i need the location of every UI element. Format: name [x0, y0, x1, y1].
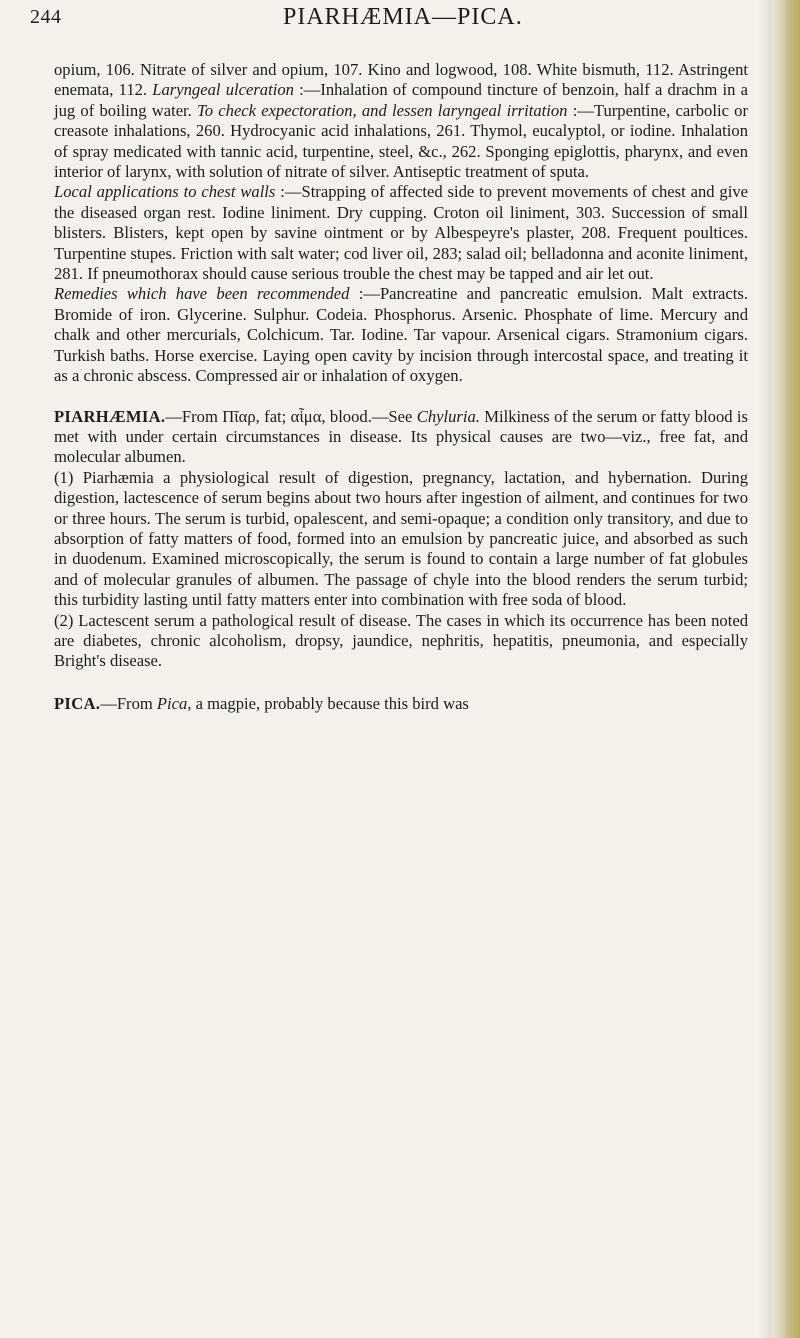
paragraph-local-applications: [54, 182, 748, 284]
text-run: —From: [100, 693, 157, 713]
text-run: :—Strapping of affected side to prevent movements of chest and give the diseased organ rest. Iodine liniment. Dry cupping. Croton oil liniment, 303. Succession of small blisters. Blisters, kept open by savine ointment or by Albespeyre's plaster, 208. Frequent poultices. Turpentine stupes. Friction with salt water; cod liver oil, 283; salad oil; belladonna and aconite liniment, 281. If pneumothorax should cause serious trouble the chest may be tapped and air let out.: [54, 182, 749, 284]
italic-run: Local applications to chest walls: [54, 182, 276, 202]
paragraph-treatment-continued: [54, 60, 748, 182]
paragraph-physiological: [54, 468, 748, 611]
text-run: :—Pancreatine and pancreatic emulsion. Malt extracts. Bromide of iron. Glycerine. Sulphur. Codeia. Phosphorus. Arsenic. Phosphate of lime. Mercury and chalk and other mercurials, Colchicum. Tar. Iodine. Tar vapour. Arsenical cigars. Stramonium cigars. Turkish baths. Horse exercise. Laying open cavity by incision through intercostal space, and treating it as a chronic abscess. Compressed air or inhalation of oxygen.: [54, 284, 748, 386]
italic-run: Chyluria.: [416, 406, 480, 426]
italic-run: Remedies which have been recommended: [54, 284, 350, 304]
text-run: (2) Lactescent serum a pathological result of disease. The cases in which its occurrence has been noted are diabetes, chronic alcoholism, dropsy, jaundice, nephritis, hepatitis, pneumonia, and especially Bright's disease.: [54, 610, 748, 671]
entry-piarhaemia: [54, 407, 748, 468]
page-gutter-shadow: [758, 0, 772, 1338]
entry-heading: PICA.: [54, 693, 101, 713]
italic-run: To check expectoration, and lessen laryngeal irritation: [197, 100, 568, 120]
text-run: opium, 106. Nitrate of silver and opium, 107. Kino and logwood, 108. White bismuth, 112. Astringent enemata, 112.: [54, 60, 748, 100]
paragraph-pathological: [54, 611, 748, 672]
text-run: :—Inhalation of compound tincture of benzoin, half a drachm in a jug of boiling water.: [54, 80, 748, 120]
text-run: (1) Piarhæmia a physiological result of digestion, pregnancy, lactation, and hybernation. During digestion, lactescence of serum begins about two hours after ingestion of ailment, and continues for two or three hours. The serum is turbid, opalescent, and semi-opaque; a condition only transitory, and due to absorption of fatty matters of food, formed into an emulsion by pancreatic juice, and absorbed as such in duodenum. Examined microscopically, the serum is found to contain a large number of fat globules and of molecular granules of albumen. The passage of chyle into the blood renders the serum turbid; this turbidity lasting until fatty matters enter into combination with free soda of blood.: [54, 467, 748, 610]
text-run: Milkiness of the serum or fatty blood is met with under certain circumstances in disease. Its physical causes are two—viz., free fat, and molecular albumen.: [54, 406, 748, 467]
entry-pica: [54, 694, 748, 714]
text-run: , a magpie, probably because this bird was: [187, 693, 469, 713]
page-gutter: [772, 0, 800, 1338]
text-run: —From Πῖαρ, fat; αἷμα, blood.—See: [165, 406, 417, 426]
running-head: PIARHÆMIA—PICA.: [283, 4, 523, 30]
italic-run: Laryngeal ulceration: [152, 80, 294, 100]
body-text: [54, 60, 748, 714]
italic-run: Pica: [156, 693, 188, 713]
page-number: 244: [30, 6, 62, 28]
text-run: :—Turpentine, carbolic or creasote inhalations, 260. Hydrocyanic acid inhalations, 261. Thymol, eucalyptol, or iodine. Inhalation of spray medicated with tannic acid, turpentine, steel, &c., 262. Sponging epiglottis, pharynx, and even interior of larynx, with solution of nitrate of silver. Antiseptic treatment of sputa.: [54, 100, 748, 182]
entry-heading: PIARHÆMIA.: [54, 406, 166, 426]
paragraph-remedies: [54, 284, 748, 386]
